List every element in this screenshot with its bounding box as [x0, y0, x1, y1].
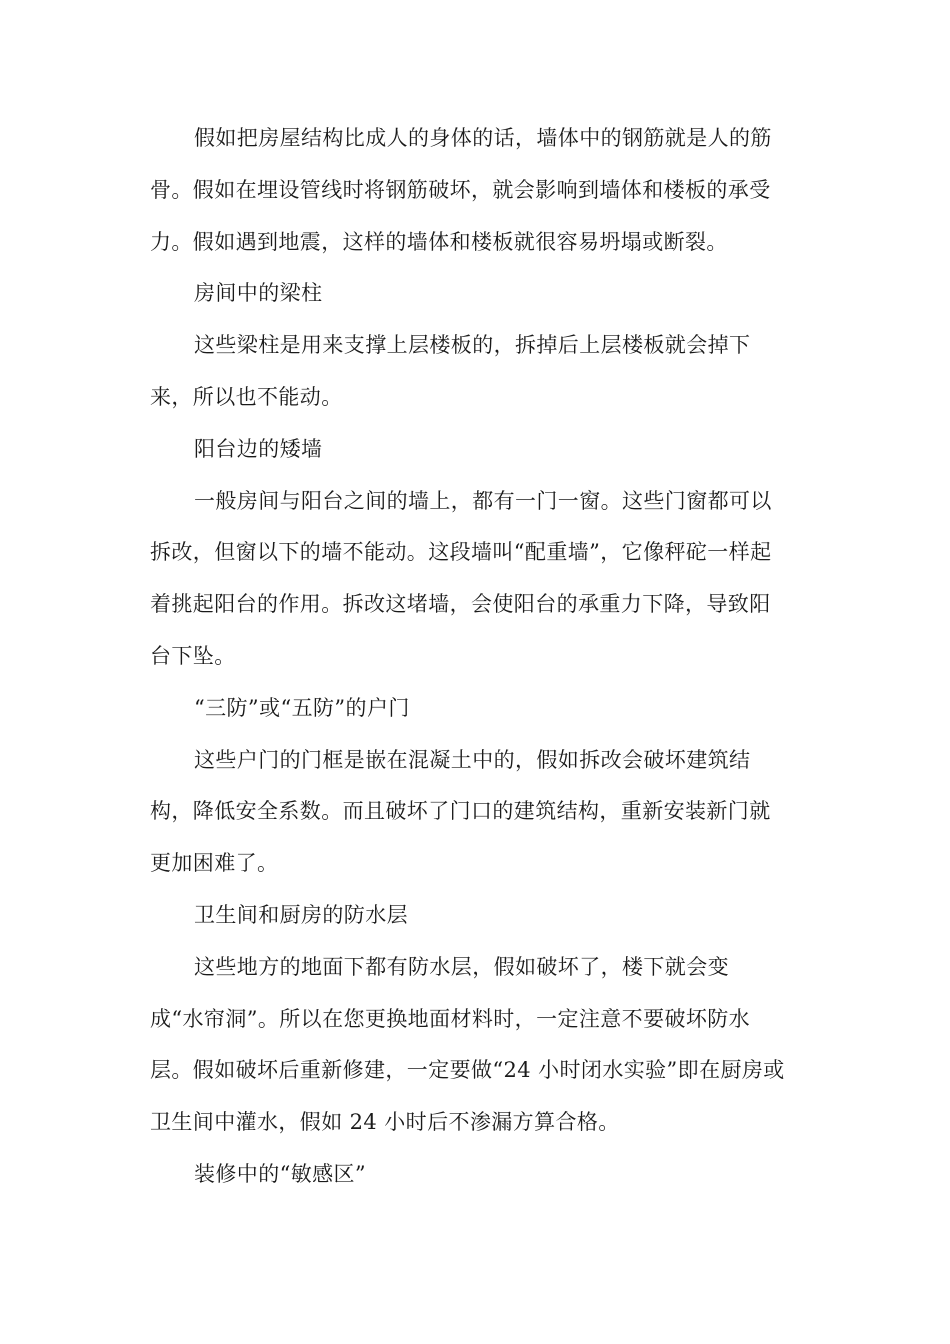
- text-line: 这些户门的门框是嵌在混凝土中的，假如拆改会破坏建筑结: [194, 747, 751, 772]
- text-line: 这些地方的地面下都有防水层，假如破坏了，楼下就会变: [194, 954, 729, 979]
- text-line: 着挑起阳台的作用。拆改这堵墙，会使阳台的承重力下降，导致阳: [150, 592, 771, 617]
- text-line: 房间中的梁柱: [194, 281, 323, 306]
- text-line: 阳台边的矮墙: [194, 436, 323, 461]
- text-line: 层。假如破坏后重新修建，一定要做“24 小时闭水实验”即在厨房或: [150, 1058, 785, 1083]
- text-line: 构，降低安全系数。而且破坏了门口的建筑结构，重新安装新门就: [150, 799, 771, 824]
- text-line: 卫生间和厨房的防水层: [194, 902, 408, 927]
- text-line: 拆改，但窗以下的墙不能动。这段墙叫“配重墙”，它像秤砣一样起: [150, 540, 772, 565]
- text-line: 力。假如遇到地震，这样的墙体和楼板就很容易坍塌或断裂。: [150, 229, 728, 254]
- text-line: 骨。假如在埋设管线时将钢筋破坏，就会影响到墙体和楼板的承受: [150, 177, 771, 202]
- text-line: 这些梁柱是用来支撑上层楼板的，拆掉后上层楼板就会掉下: [194, 333, 751, 358]
- text-line: 更加困难了。: [150, 851, 279, 876]
- text-line: 卫生间中灌水，假如 24 小时后不渗漏方算合格。: [150, 1110, 620, 1135]
- text-line: 一般房间与阳台之间的墙上，都有一门一窗。这些门窗都可以: [194, 488, 772, 513]
- text-line: 假如把房屋结构比成人的身体的话，墙体中的钢筋就是人的筋: [194, 126, 772, 150]
- text-line: 台下坠。: [150, 643, 236, 668]
- text-line: 来，所以也不能动。: [150, 384, 343, 409]
- text-line: 成“水帘洞”。所以在您更换地面材料时，一定注意不要破坏防水: [150, 1006, 751, 1031]
- body-text: [150, 113, 800, 1201]
- text-line: “三防”或“五防”的户门: [194, 695, 410, 720]
- text-line: 装修中的“敏感区”: [194, 1161, 367, 1186]
